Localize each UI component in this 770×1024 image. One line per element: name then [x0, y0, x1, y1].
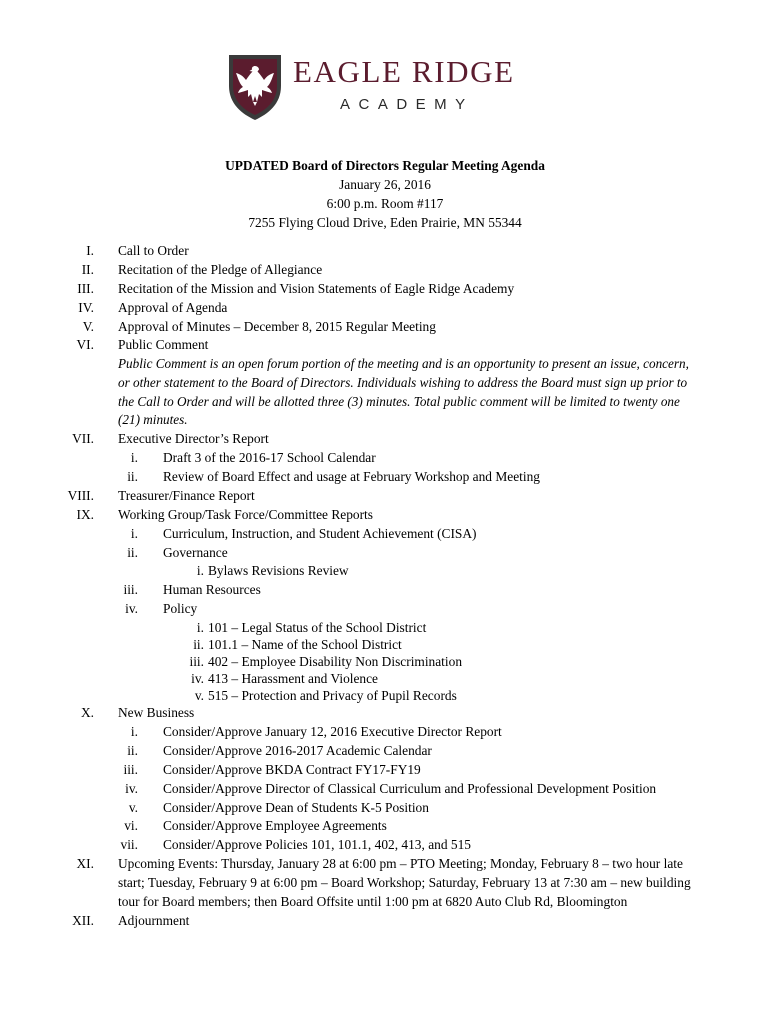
- subsubitem-text: 101 – Legal Status of the School District: [208, 620, 427, 636]
- public-comment-note: Public Comment is an open forum portion of the meeting and is an opportunity to present an issue, concern, or other statement to the Board of Directors. Individuals wishing to address the Board must sign up prior to the Call to Order and will be allotted three (3) minutes. Total public comment will be limited to twenty one (21) minutes.: [118, 356, 689, 428]
- agenda-subitem: [0, 817, 770, 836]
- item-text: Call to Order: [118, 243, 189, 258]
- eagle-ridge-logo: [226, 52, 556, 124]
- subitem-text: Policy: [163, 601, 198, 617]
- subitem-text: Governance: [163, 544, 228, 560]
- upcoming-events-text: Upcoming Events: Thursday, January 28 at 6:00 pm – PTO Meeting; Monday, February 8 – two hour late start; Tuesday, February 9 at 6:00 pm – Board Workshop; Saturday, February 13 at 7:30 am – new building tour for Board members; then Board Offsite until 1:00 pm at 6820 Auto Club Rd, Bloomington: [118, 856, 691, 909]
- item-number: XII.: [72, 912, 94, 928]
- agenda-subitem: [0, 600, 770, 619]
- agenda-item: [0, 280, 770, 299]
- agenda-item: [0, 336, 770, 355]
- subitem-number: iii.: [123, 761, 138, 777]
- subitem-number: i.: [130, 723, 138, 739]
- subitem-number: vi.: [124, 818, 138, 834]
- subsubitem-number: i.: [196, 563, 204, 579]
- logo-name: EAGLE RIDGE: [293, 54, 515, 89]
- agenda-subsubitem: [0, 636, 770, 653]
- agenda-item: [0, 318, 770, 337]
- agenda-subitem: [0, 836, 770, 855]
- item-number: III.: [77, 280, 94, 296]
- subsubitem-number: i.: [196, 620, 204, 636]
- item-text: Recitation of the Mission and Vision Statements of Eagle Ridge Academy: [118, 280, 515, 296]
- subitem-text: Draft 3 of the 2016-17 School Calendar: [163, 450, 376, 466]
- subitem-number: i.: [130, 525, 138, 541]
- subsubitem-text: 515 – Protection and Privacy of Pupil Records: [208, 688, 457, 704]
- subsubitem-text: 413 – Harassment and Violence: [208, 671, 379, 687]
- agenda-subitem: [0, 742, 770, 761]
- subitem-number: ii.: [127, 544, 138, 560]
- agenda-subsubitem: [0, 562, 770, 581]
- item-text: New Business: [118, 705, 195, 721]
- agenda-item: [0, 242, 770, 261]
- eagle-shield-icon: [226, 52, 284, 122]
- subitem-text: Consider/Approve Policies 101, 101.1, 402, 413, and 515: [163, 837, 471, 853]
- item-number: VII.: [72, 431, 94, 447]
- subitem-text: Review of Board Effect and usage at February Workshop and Meeting: [163, 468, 540, 484]
- subsubitem-number: iii.: [189, 654, 204, 670]
- subsubitem-number: ii.: [193, 637, 204, 653]
- agenda-subsubitem: [0, 687, 770, 704]
- item-number: XI.: [76, 856, 94, 872]
- agenda-item: [0, 299, 770, 318]
- agenda-item: [0, 487, 770, 506]
- item-text: Approval of Minutes – December 8, 2015 Regular Meeting: [118, 318, 436, 334]
- item-number: I.: [86, 243, 94, 258]
- item-number: V.: [82, 318, 94, 334]
- agenda-item: [0, 704, 770, 723]
- agenda-header: [0, 156, 770, 232]
- subsubitem-number: v.: [194, 688, 204, 704]
- subitem-number: iv.: [125, 601, 138, 617]
- item-text: Executive Director’s Report: [118, 431, 269, 447]
- logo-subtitle: ACADEMY: [340, 96, 474, 113]
- agenda-item: [0, 506, 770, 525]
- subitem-number: iv.: [125, 780, 138, 796]
- item-text: Adjournment: [118, 912, 190, 928]
- meeting-time-room: 6:00 p.m. Room #117: [326, 196, 444, 211]
- subitem-text: Consider/Approve Director of Classical Curriculum and Professional Development Position: [163, 780, 657, 796]
- agenda-subsubitem: [0, 653, 770, 670]
- item-number: IV.: [78, 299, 94, 315]
- agenda-item: [0, 855, 770, 912]
- item-text: Treasurer/Finance Report: [118, 487, 255, 503]
- agenda-subitem: [0, 780, 770, 799]
- subitem-number: iii.: [123, 582, 138, 598]
- agenda-subitem: [0, 449, 770, 468]
- subitem-number: vii.: [120, 837, 138, 853]
- item-number: VIII.: [67, 487, 94, 503]
- agenda-subsubitem: [0, 670, 770, 687]
- item-text: Working Group/Task Force/Committee Reports: [118, 506, 373, 522]
- item-number: VI.: [76, 337, 94, 353]
- agenda-subitem: [0, 544, 770, 563]
- subitem-text: Human Resources: [163, 582, 261, 598]
- subitem-text: Consider/Approve Dean of Students K-5 Position: [163, 799, 429, 815]
- subsubitem-text: 402 – Employee Disability Non Discrimination: [208, 654, 463, 670]
- subsubitem-text: Bylaws Revisions Review: [208, 563, 349, 579]
- agenda-subitem: [0, 761, 770, 780]
- agenda-subitem: [0, 799, 770, 818]
- subitem-number: ii.: [127, 742, 138, 758]
- meeting-date: January 26, 2016: [339, 177, 431, 192]
- subitem-number: v.: [128, 799, 138, 815]
- agenda-subitem: [0, 525, 770, 544]
- subitem-text: Curriculum, Instruction, and Student Achievement (CISA): [163, 525, 477, 541]
- agenda-subitem: [0, 468, 770, 487]
- item-number: X.: [80, 705, 94, 721]
- subitem-text: Consider/Approve 2016-2017 Academic Calendar: [163, 742, 432, 758]
- item-text: Recitation of the Pledge of Allegiance: [118, 261, 323, 277]
- agenda-item: [0, 430, 770, 449]
- subitem-number: i.: [130, 450, 138, 466]
- page-title: UPDATED Board of Directors Regular Meeting Agenda: [225, 158, 545, 173]
- item-text: Approval of Agenda: [118, 299, 228, 315]
- agenda-item: [0, 912, 770, 931]
- agenda-list: [0, 242, 770, 931]
- subitem-number: ii.: [127, 468, 138, 484]
- agenda-subsubitem: [0, 619, 770, 636]
- subsubitem-text: 101.1 – Name of the School District: [208, 637, 402, 653]
- agenda-subitem: [0, 723, 770, 742]
- subitem-text: Consider/Approve BKDA Contract FY17-FY19: [163, 761, 421, 777]
- agenda-subitem: [0, 581, 770, 600]
- item-text: Public Comment: [118, 337, 209, 353]
- subitem-text: Consider/Approve January 12, 2016 Executive Director Report: [163, 723, 502, 739]
- item-number: II.: [81, 261, 94, 277]
- subsubitem-number: iv.: [191, 671, 204, 687]
- subitem-text: Consider/Approve Employee Agreements: [163, 818, 387, 834]
- agenda-item: [0, 261, 770, 280]
- item-number: IX.: [76, 506, 94, 522]
- meeting-address: 7255 Flying Cloud Drive, Eden Prairie, MN 55344: [248, 215, 522, 230]
